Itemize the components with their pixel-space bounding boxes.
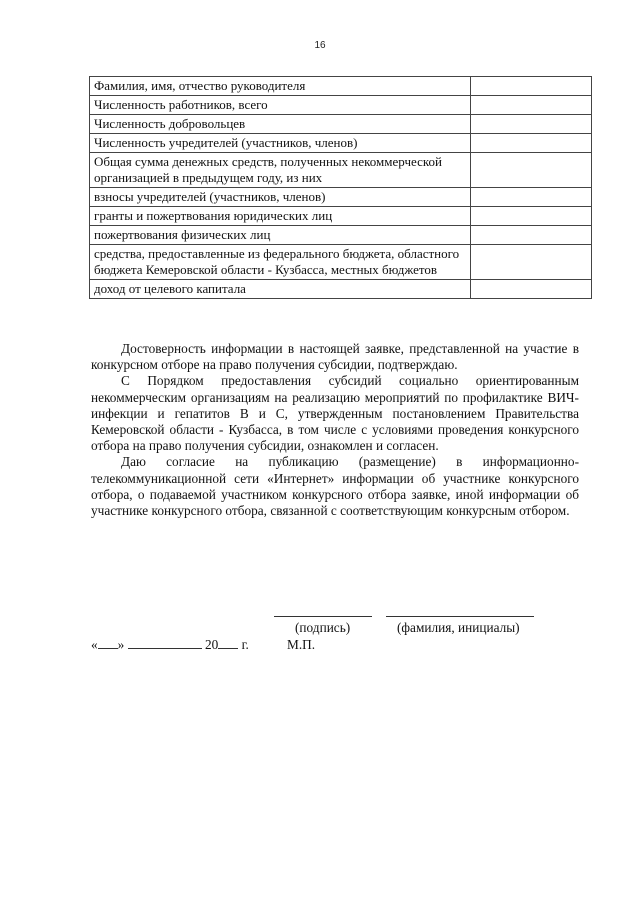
date-open-quote: « bbox=[91, 637, 98, 652]
organization-info-table bbox=[89, 76, 592, 299]
row-label: Численность работников, всего bbox=[90, 96, 471, 115]
row-value-cell[interactable] bbox=[471, 245, 592, 280]
procedure-acknowledgement-paragraph: С Порядком предоставления субсидий социально ориентированным некоммерческим организациям на реализацию мероприятий по профилактике ВИЧ-инфекции и гепатитов В и С, утвержденным постановлением Правительства Кемеровской области - Кузбасса, в том числе с условиями проведения конкурсного отбора на право получения субсидии, ознакомлен и согласен. bbox=[91, 373, 579, 454]
row-value-cell[interactable] bbox=[471, 226, 592, 245]
year-prefix: 20 bbox=[204, 637, 219, 652]
page-number: 16 bbox=[314, 40, 326, 51]
table-row bbox=[90, 188, 592, 207]
signature-line[interactable] bbox=[274, 616, 372, 617]
row-label: взносы учредителей (участников, членов) bbox=[90, 188, 471, 207]
table-row bbox=[90, 207, 592, 226]
table-row bbox=[90, 77, 592, 96]
row-label: Численность добровольцев bbox=[90, 115, 471, 134]
date-close-quote: » bbox=[117, 637, 125, 652]
table-row bbox=[90, 245, 592, 280]
row-value-cell[interactable] bbox=[471, 207, 592, 226]
row-value-cell[interactable] bbox=[471, 115, 592, 134]
table-row bbox=[90, 134, 592, 153]
accuracy-confirmation-paragraph: Достоверность информации в настоящей заявке, представленной на участие в конкурсном отборе на право получения субсидии, подтверждаю. bbox=[91, 341, 579, 373]
year-suffix: г. bbox=[241, 637, 249, 652]
year-blank[interactable] bbox=[218, 637, 238, 649]
month-blank[interactable] bbox=[128, 637, 202, 649]
table-row bbox=[90, 115, 592, 134]
row-value-cell[interactable] bbox=[471, 188, 592, 207]
row-label: Общая сумма денежных средств, полученных некоммерческой организацией в предыдущем году, из них bbox=[90, 153, 471, 188]
row-label: пожертвования физических лиц bbox=[90, 226, 471, 245]
declaration-text bbox=[91, 341, 579, 519]
table-row bbox=[90, 280, 592, 299]
row-value-cell[interactable] bbox=[471, 77, 592, 96]
stamp-placeholder: М.П. bbox=[287, 637, 316, 652]
name-initials-line[interactable] bbox=[386, 616, 534, 617]
table-row bbox=[90, 153, 592, 188]
row-value-cell[interactable] bbox=[471, 280, 592, 299]
row-value-cell[interactable] bbox=[471, 153, 592, 188]
signature-caption: (подпись) bbox=[295, 620, 351, 635]
row-value-cell[interactable] bbox=[471, 96, 592, 115]
table-row bbox=[90, 226, 592, 245]
row-label: Фамилия, имя, отчество руководителя bbox=[90, 77, 471, 96]
day-blank[interactable] bbox=[98, 637, 118, 649]
table-row bbox=[90, 96, 592, 115]
publication-consent-paragraph: Даю согласие на публикацию (размещение) в информационно-телекоммуникационной сети «Интернет» информации об участнике конкурсного отбора, о подаваемой участником конкурсного отбора заявке, иной информации об участнике конкурсного отбора, связанной с соответствующим конкурсным отбором. bbox=[91, 454, 579, 519]
date-field bbox=[91, 637, 249, 653]
row-label: гранты и пожертвования юридических лиц bbox=[90, 207, 471, 226]
row-value-cell[interactable] bbox=[471, 134, 592, 153]
name-initials-caption: (фамилия, инициалы) bbox=[397, 620, 520, 635]
row-label: доход от целевого капитала bbox=[90, 280, 471, 299]
row-label: Численность учредителей (участников, членов) bbox=[90, 134, 471, 153]
row-label: средства, предоставленные из федерального бюджета, областного бюджета Кемеровской области - Кузбасса, местных бюджетов bbox=[90, 245, 471, 280]
